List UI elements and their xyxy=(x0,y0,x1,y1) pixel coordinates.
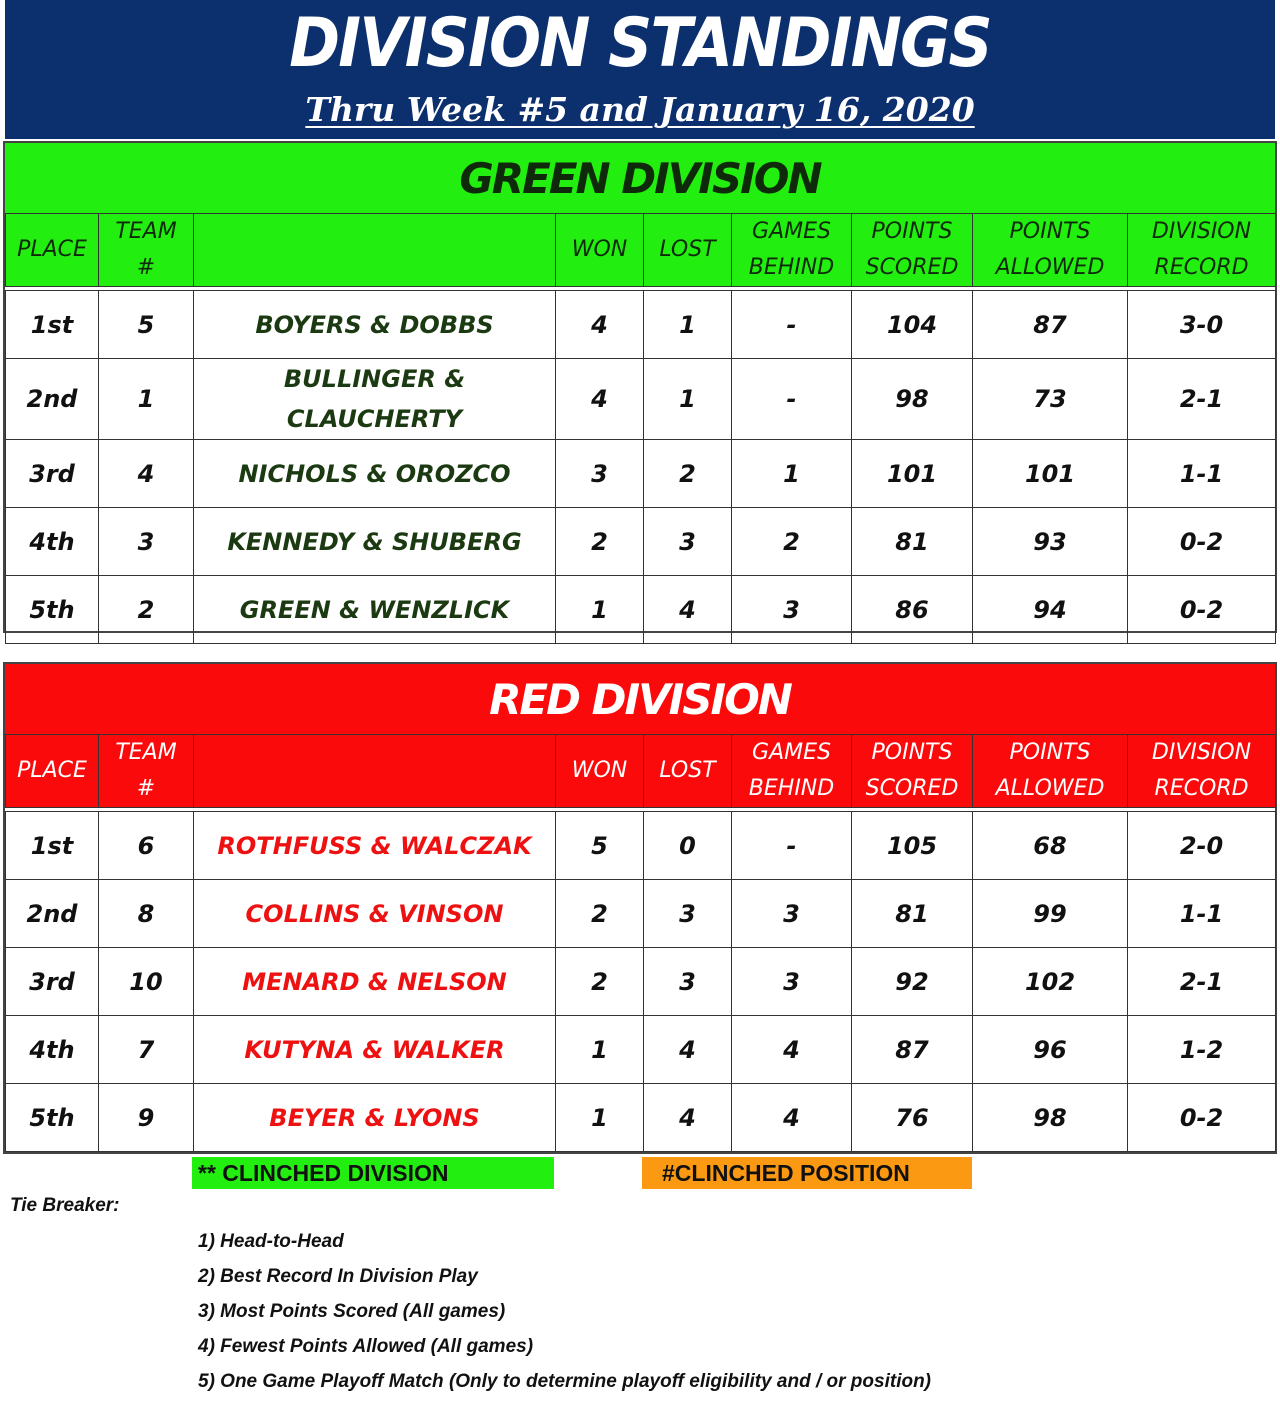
col-points-scored xyxy=(852,214,973,287)
games-behind-cell: 2 xyxy=(732,508,852,576)
red-division-title: RED DIVISION xyxy=(5,664,1275,736)
games-behind-cell: - xyxy=(732,812,852,880)
col-team-name xyxy=(194,214,556,287)
team-name-cell: BOYERS & DOBBS xyxy=(194,291,556,359)
team-name-cell: KUTYNA & WALKER xyxy=(194,1016,556,1084)
col-pa-l2: ALLOWED xyxy=(995,255,1105,280)
col-gb-l1: GAMES xyxy=(752,740,831,765)
table-row xyxy=(6,812,1276,880)
header-row xyxy=(6,214,1276,287)
col-dr-l2: RECORD xyxy=(1154,776,1249,801)
legend-clinched-division: ** CLINCHED DIVISION xyxy=(192,1157,554,1189)
col-dr-l1: DIVISION xyxy=(1151,740,1252,765)
col-gb-l1: GAMES xyxy=(752,219,831,244)
points-allowed-cell: 93 xyxy=(973,508,1128,576)
points-scored-cell: 81 xyxy=(852,880,973,948)
list-item: 4) Fewest Points Allowed (All games) xyxy=(198,1336,534,1357)
subtitle-text: Thru Week #5 and January 16, 2020 xyxy=(305,90,975,129)
col-pa-l1: POINTS xyxy=(1009,740,1091,765)
green-standings-table xyxy=(5,213,1276,644)
place-cell: 5th xyxy=(6,1084,99,1152)
col-team-number xyxy=(99,214,194,287)
division-record-cell: 0-2 xyxy=(1128,1084,1276,1152)
place-cell: 3rd xyxy=(6,440,99,508)
won-cell: 1 xyxy=(556,1084,644,1152)
team-number-cell: 7 xyxy=(99,1016,194,1084)
division-record-cell: 2-1 xyxy=(1128,948,1276,1016)
col-pa-l1: POINTS xyxy=(1009,219,1091,244)
col-lost: LOST xyxy=(644,735,732,808)
won-cell: 2 xyxy=(556,948,644,1016)
col-ps-l2: SCORED xyxy=(865,255,959,280)
place-cell: 4th xyxy=(6,1016,99,1084)
lost-cell: 4 xyxy=(644,1084,732,1152)
points-scored-cell: 92 xyxy=(852,948,973,1016)
team-name-cell: MENARD & NELSON xyxy=(194,948,556,1016)
points-allowed-cell: 102 xyxy=(973,948,1128,1016)
team-number-cell: 4 xyxy=(99,440,194,508)
page-subtitle xyxy=(5,88,1275,132)
games-behind-cell: 3 xyxy=(732,948,852,1016)
tie-breaker-label: Tie Breaker: xyxy=(10,1195,120,1216)
points-scored-cell: 81 xyxy=(852,508,973,576)
page-header xyxy=(5,0,1275,139)
green-division-title: GREEN DIVISION xyxy=(5,143,1275,215)
table-row xyxy=(6,948,1276,1016)
page-title: DIVISION STANDINGS xyxy=(289,4,991,83)
team-name-cell: NICHOLS & OROZCO xyxy=(194,440,556,508)
team-name-cell: KENNEDY & SHUBERG xyxy=(194,508,556,576)
won-cell: 5 xyxy=(556,812,644,880)
won-cell: 2 xyxy=(556,880,644,948)
division-record-cell: 2-0 xyxy=(1128,812,1276,880)
division-record-cell: 0-2 xyxy=(1128,576,1276,644)
division-record-cell: 2-1 xyxy=(1128,359,1276,440)
table-row xyxy=(6,440,1276,508)
col-lost: LOST xyxy=(644,214,732,287)
lost-cell: 4 xyxy=(644,576,732,644)
lost-cell: 1 xyxy=(644,291,732,359)
points-allowed-cell: 96 xyxy=(973,1016,1128,1084)
team-number-cell: 10 xyxy=(99,948,194,1016)
green-division-panel xyxy=(3,141,1277,633)
won-cell: 4 xyxy=(556,359,644,440)
lost-cell: 4 xyxy=(644,1016,732,1084)
division-record-cell: 1-1 xyxy=(1128,880,1276,948)
header-row xyxy=(6,735,1276,808)
points-scored-cell: 86 xyxy=(852,576,973,644)
points-scored-cell: 101 xyxy=(852,440,973,508)
col-points-allowed xyxy=(973,214,1128,287)
lost-cell: 2 xyxy=(644,440,732,508)
team-name-cell: ROTHFUSS & WALCZAK xyxy=(194,812,556,880)
division-record-cell: 3-0 xyxy=(1128,291,1276,359)
lost-cell: 3 xyxy=(644,508,732,576)
points-scored-cell: 76 xyxy=(852,1084,973,1152)
team-name-cell: GREEN & WENZLICK xyxy=(194,576,556,644)
col-team-l1: TEAM xyxy=(115,740,177,765)
col-won: WON xyxy=(556,214,644,287)
team-name-cell: COLLINS & VINSON xyxy=(194,880,556,948)
place-cell: 2nd xyxy=(6,359,99,440)
won-cell: 3 xyxy=(556,440,644,508)
col-points-scored xyxy=(852,735,973,808)
table-row xyxy=(6,880,1276,948)
col-ps-l1: POINTS xyxy=(871,740,953,765)
team-number-cell: 6 xyxy=(99,812,194,880)
list-item: 2) Best Record In Division Play xyxy=(198,1266,478,1287)
lost-cell: 3 xyxy=(644,880,732,948)
games-behind-cell: - xyxy=(732,291,852,359)
points-allowed-cell: 98 xyxy=(973,1084,1128,1152)
list-item: 5) One Game Playoff Match (Only to determine playoff eligibility and / or position) xyxy=(198,1371,932,1392)
won-cell: 1 xyxy=(556,576,644,644)
col-team-name xyxy=(194,735,556,808)
points-scored-cell: 105 xyxy=(852,812,973,880)
team-number-cell: 2 xyxy=(99,576,194,644)
col-games-behind xyxy=(732,214,852,287)
team-number-cell: 5 xyxy=(99,291,194,359)
col-points-allowed xyxy=(973,735,1128,808)
lost-cell: 0 xyxy=(644,812,732,880)
col-team-number xyxy=(99,735,194,808)
points-allowed-cell: 94 xyxy=(973,576,1128,644)
col-ps-l1: POINTS xyxy=(871,219,953,244)
list-item: 1) Head-to-Head xyxy=(198,1231,344,1252)
col-team-l2: # xyxy=(136,776,156,801)
games-behind-cell: 4 xyxy=(732,1084,852,1152)
table-row xyxy=(6,291,1276,359)
place-cell: 2nd xyxy=(6,880,99,948)
list-item: 3) Most Points Scored (All games) xyxy=(198,1301,506,1322)
games-behind-cell: 4 xyxy=(732,1016,852,1084)
place-cell: 1st xyxy=(6,291,99,359)
points-allowed-cell: 68 xyxy=(973,812,1128,880)
team-number-cell: 8 xyxy=(99,880,194,948)
team-name-cell: BULLINGER & CLAUCHERTY xyxy=(194,359,556,440)
col-place: PLACE xyxy=(6,214,99,287)
games-behind-cell: - xyxy=(732,359,852,440)
points-scored-cell: 104 xyxy=(852,291,973,359)
col-ps-l2: SCORED xyxy=(865,776,959,801)
legend-clinched-position: #CLINCHED POSITION xyxy=(642,1157,972,1189)
tie-breaker-list xyxy=(198,1230,931,1405)
table-row xyxy=(6,576,1276,644)
games-behind-cell: 3 xyxy=(732,880,852,948)
place-cell: 4th xyxy=(6,508,99,576)
col-gb-l2: BEHIND xyxy=(748,255,835,280)
col-pa-l2: ALLOWED xyxy=(995,776,1105,801)
won-cell: 4 xyxy=(556,291,644,359)
col-dr-l2: RECORD xyxy=(1154,255,1249,280)
division-record-cell: 1-2 xyxy=(1128,1016,1276,1084)
col-dr-l1: DIVISION xyxy=(1151,219,1252,244)
games-behind-cell: 3 xyxy=(732,576,852,644)
won-cell: 1 xyxy=(556,1016,644,1084)
col-won: WON xyxy=(556,735,644,808)
table-row xyxy=(6,1084,1276,1152)
table-row xyxy=(6,1016,1276,1084)
team-number-cell: 3 xyxy=(99,508,194,576)
col-team-l1: TEAM xyxy=(115,219,177,244)
division-record-cell: 1-1 xyxy=(1128,440,1276,508)
lost-cell: 1 xyxy=(644,359,732,440)
table-row xyxy=(6,508,1276,576)
points-scored-cell: 87 xyxy=(852,1016,973,1084)
place-cell: 3rd xyxy=(6,948,99,1016)
team-name-cell: BEYER & LYONS xyxy=(194,1084,556,1152)
won-cell: 2 xyxy=(556,508,644,576)
col-gb-l2: BEHIND xyxy=(748,776,835,801)
col-division-record xyxy=(1128,214,1276,287)
games-behind-cell: 1 xyxy=(732,440,852,508)
red-standings-table xyxy=(5,734,1276,1152)
points-allowed-cell: 73 xyxy=(973,359,1128,440)
col-place: PLACE xyxy=(6,735,99,808)
place-cell: 5th xyxy=(6,576,99,644)
points-allowed-cell: 87 xyxy=(973,291,1128,359)
col-games-behind xyxy=(732,735,852,808)
points-scored-cell: 98 xyxy=(852,359,973,440)
division-record-cell: 0-2 xyxy=(1128,508,1276,576)
col-team-l2: # xyxy=(136,255,156,280)
red-division-panel xyxy=(3,662,1277,1154)
table-row xyxy=(6,359,1276,440)
col-division-record xyxy=(1128,735,1276,808)
team-number-cell: 9 xyxy=(99,1084,194,1152)
points-allowed-cell: 99 xyxy=(973,880,1128,948)
points-allowed-cell: 101 xyxy=(973,440,1128,508)
place-cell: 1st xyxy=(6,812,99,880)
team-number-cell: 1 xyxy=(99,359,194,440)
lost-cell: 3 xyxy=(644,948,732,1016)
